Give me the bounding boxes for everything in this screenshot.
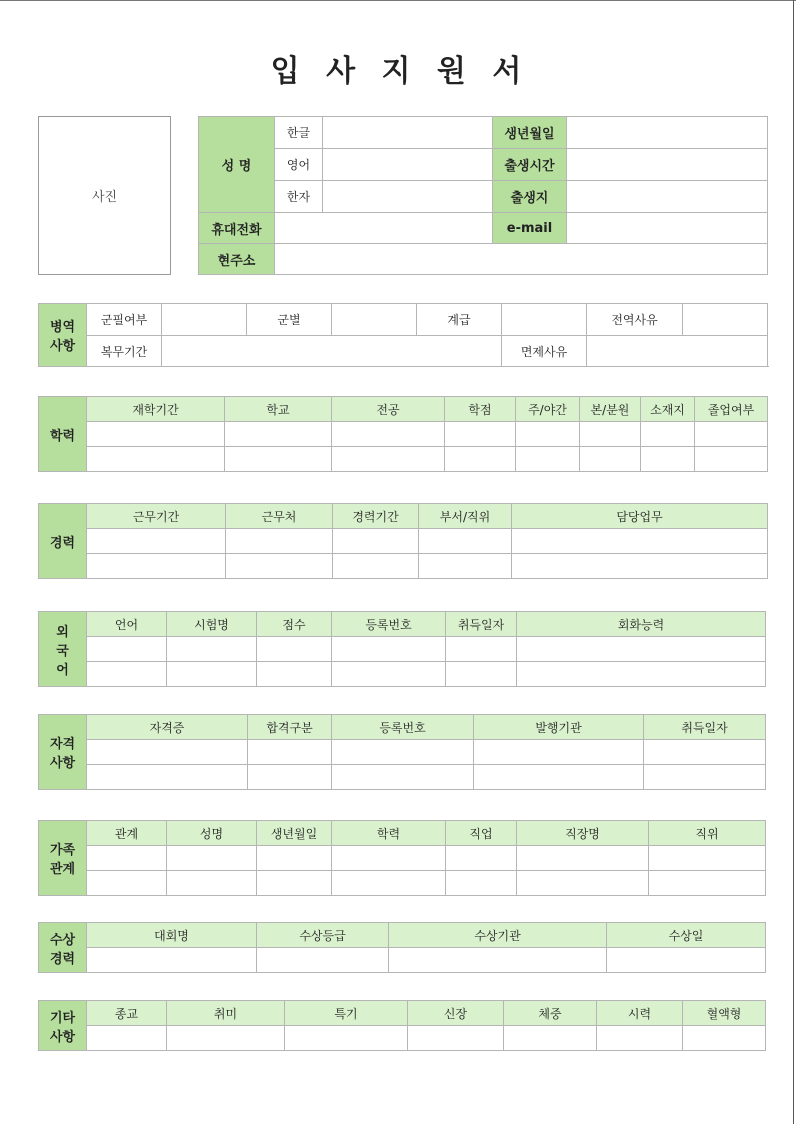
input-cell[interactable] — [257, 948, 389, 973]
military-label-line1: 병역 — [49, 320, 76, 335]
table-row — [39, 871, 766, 896]
input-cell[interactable] — [167, 662, 257, 687]
phone-field[interactable] — [275, 213, 493, 244]
photo-box — [38, 116, 171, 275]
input-cell[interactable] — [257, 637, 332, 662]
family-label — [39, 821, 87, 896]
etc-header-cell: 종교 — [87, 1001, 167, 1026]
input-cell[interactable] — [332, 662, 446, 687]
input-cell[interactable] — [516, 422, 580, 447]
career-label: 경력 — [39, 504, 87, 579]
family-header-cell: 학력 — [332, 821, 446, 846]
education-header-cell: 졸업여부 — [695, 397, 768, 422]
input-cell[interactable] — [167, 637, 257, 662]
birthplace-label: 출생지 — [493, 181, 567, 213]
military-label-line2: 사항 — [49, 339, 76, 354]
language-label-line1: 외 — [56, 624, 69, 640]
etc-header-cell: 혈액형 — [683, 1001, 766, 1026]
page-right-edge — [793, 0, 794, 1124]
input-cell[interactable] — [332, 422, 445, 447]
etc-header-cell: 시력 — [597, 1001, 683, 1026]
family-label-line1: 가족 — [49, 843, 76, 858]
input-cell[interactable] — [649, 871, 766, 896]
military-period-field[interactable] — [162, 336, 502, 367]
language-header-cell: 언어 — [87, 612, 167, 637]
language-header-cell: 취득일자 — [446, 612, 517, 637]
email-label: e-mail — [493, 213, 567, 244]
education-label: 학력 — [39, 397, 87, 472]
input-cell[interactable] — [248, 740, 332, 765]
input-cell[interactable] — [517, 846, 649, 871]
english-name-label: 영어 — [275, 149, 323, 181]
table-row — [39, 1026, 766, 1051]
input-cell[interactable] — [332, 447, 445, 472]
input-cell[interactable] — [285, 1026, 408, 1051]
table-row — [39, 554, 768, 579]
etc-header-cell: 특기 — [285, 1001, 408, 1026]
input-cell[interactable] — [87, 447, 225, 472]
career-header-cell: 부서/직위 — [419, 504, 512, 529]
input-cell[interactable] — [332, 637, 446, 662]
military-discharge-label: 전역사유 — [587, 304, 683, 336]
awards-label-line1: 수상 — [49, 932, 76, 948]
career-header-cell: 근무기간 — [87, 504, 226, 529]
table-row — [39, 529, 768, 554]
military-rank-label: 계급 — [417, 304, 502, 336]
military-branch-label: 군별 — [247, 304, 332, 336]
license-table — [38, 714, 766, 790]
education-header-cell: 주/야간 — [516, 397, 580, 422]
family-header-cell: 생년월일 — [257, 821, 332, 846]
table-row — [39, 662, 766, 687]
input-cell[interactable] — [257, 662, 332, 687]
table-row — [39, 846, 766, 871]
input-cell[interactable] — [474, 740, 644, 765]
etc-table — [38, 1000, 766, 1051]
military-table — [38, 303, 768, 367]
name-label: 성 명 — [199, 117, 275, 213]
input-cell[interactable] — [257, 846, 332, 871]
etc-label-line1: 기타 — [49, 1010, 76, 1026]
english-name-field[interactable] — [323, 149, 493, 181]
military-rank-field[interactable] — [502, 304, 587, 336]
family-label-line2: 관계 — [49, 862, 76, 877]
input-cell[interactable] — [695, 447, 768, 472]
input-cell[interactable] — [87, 846, 167, 871]
input-cell[interactable] — [333, 554, 419, 579]
input-cell[interactable] — [445, 447, 516, 472]
etc-header-cell: 체중 — [504, 1001, 597, 1026]
input-cell[interactable] — [474, 765, 644, 790]
birthtime-field[interactable] — [567, 149, 768, 181]
education-header-cell: 소재지 — [641, 397, 695, 422]
input-cell[interactable] — [87, 637, 167, 662]
input-cell[interactable] — [446, 662, 517, 687]
input-cell[interactable] — [641, 447, 695, 472]
table-row — [39, 948, 766, 973]
personal-info-table — [198, 116, 768, 275]
input-cell[interactable] — [446, 846, 517, 871]
input-cell[interactable] — [419, 529, 512, 554]
input-cell[interactable] — [446, 637, 517, 662]
input-cell[interactable] — [87, 554, 226, 579]
education-header-cell: 전공 — [332, 397, 445, 422]
etc-header-cell: 신장 — [408, 1001, 504, 1026]
birthdate-label: 생년월일 — [493, 117, 567, 149]
input-cell[interactable] — [649, 846, 766, 871]
career-header-cell: 근무처 — [226, 504, 333, 529]
table-row — [39, 637, 766, 662]
input-cell[interactable] — [87, 529, 226, 554]
language-header-cell: 회화능력 — [517, 612, 766, 637]
page-top-edge — [0, 0, 796, 1]
etc-label-line2: 사항 — [49, 1029, 76, 1045]
input-cell[interactable] — [644, 740, 766, 765]
input-cell[interactable] — [517, 637, 766, 662]
input-cell[interactable] — [580, 447, 641, 472]
address-label: 현주소 — [199, 244, 275, 275]
hanja-name-label: 한자 — [275, 181, 323, 213]
language-header-cell: 점수 — [257, 612, 332, 637]
input-cell[interactable] — [683, 1026, 766, 1051]
input-cell[interactable] — [641, 422, 695, 447]
input-cell[interactable] — [226, 554, 333, 579]
document-title: 입 사 지 원 서 — [270, 54, 526, 89]
family-header-cell: 직장명 — [517, 821, 649, 846]
family-header-cell: 성명 — [167, 821, 257, 846]
etc-header-cell: 취미 — [167, 1001, 285, 1026]
input-cell[interactable] — [87, 740, 248, 765]
license-header-cell: 합격구분 — [248, 715, 332, 740]
phone-label: 휴대전화 — [199, 213, 275, 244]
family-header-cell: 직업 — [446, 821, 517, 846]
input-cell[interactable] — [167, 871, 257, 896]
korean-name-field[interactable] — [323, 117, 493, 149]
language-header-cell: 시험명 — [167, 612, 257, 637]
license-header-cell: 발행기관 — [474, 715, 644, 740]
email-field[interactable] — [567, 213, 768, 244]
awards-header-cell: 대회명 — [87, 923, 257, 948]
military-discharge-field[interactable] — [683, 304, 768, 336]
input-cell[interactable] — [87, 422, 225, 447]
input-cell[interactable] — [445, 422, 516, 447]
language-label-line2: 국 — [56, 643, 69, 659]
input-cell[interactable] — [87, 1026, 167, 1051]
input-cell[interactable] — [446, 871, 517, 896]
input-cell[interactable] — [332, 740, 474, 765]
input-cell[interactable] — [695, 422, 768, 447]
input-cell[interactable] — [516, 447, 580, 472]
education-table — [38, 396, 768, 472]
input-cell[interactable] — [225, 447, 332, 472]
military-service-label: 군필여부 — [87, 304, 162, 336]
input-cell[interactable] — [389, 948, 607, 973]
input-cell[interactable] — [512, 554, 768, 579]
family-header-cell: 직위 — [649, 821, 766, 846]
input-cell[interactable] — [517, 871, 649, 896]
awards-table — [38, 922, 766, 973]
input-cell[interactable] — [87, 662, 167, 687]
career-header-cell: 경력기간 — [333, 504, 419, 529]
education-header-cell: 학교 — [225, 397, 332, 422]
career-table — [38, 503, 768, 579]
table-row — [39, 765, 766, 790]
language-label — [39, 612, 87, 687]
license-header-cell: 취득일자 — [644, 715, 766, 740]
language-header-cell: 등록번호 — [332, 612, 446, 637]
input-cell[interactable] — [332, 846, 446, 871]
military-exempt-label: 면제사유 — [502, 336, 587, 367]
military-branch-field[interactable] — [332, 304, 417, 336]
input-cell[interactable] — [408, 1026, 504, 1051]
table-row — [39, 447, 768, 472]
input-cell[interactable] — [87, 948, 257, 973]
family-table — [38, 820, 766, 896]
table-row — [39, 740, 766, 765]
military-service-field[interactable] — [162, 304, 247, 336]
language-table — [38, 611, 766, 687]
input-cell[interactable] — [257, 871, 332, 896]
birthtime-label: 출생시간 — [493, 149, 567, 181]
career-header-cell: 담당업무 — [512, 504, 768, 529]
input-cell[interactable] — [87, 871, 167, 896]
korean-name-label: 한글 — [275, 117, 323, 149]
birthplace-field[interactable] — [567, 181, 768, 213]
input-cell[interactable] — [644, 765, 766, 790]
education-header-cell: 본/분원 — [580, 397, 641, 422]
awards-label-line2: 경력 — [49, 951, 76, 967]
family-header-cell: 관계 — [87, 821, 167, 846]
input-cell[interactable] — [607, 948, 766, 973]
input-cell[interactable] — [167, 1026, 285, 1051]
language-label-line3: 어 — [56, 662, 69, 678]
etc-label — [39, 1001, 87, 1051]
input-cell[interactable] — [597, 1026, 683, 1051]
license-label — [39, 715, 87, 790]
hanja-name-field[interactable] — [323, 181, 493, 213]
input-cell[interactable] — [517, 662, 766, 687]
input-cell[interactable] — [580, 422, 641, 447]
table-row — [39, 422, 768, 447]
military-label — [39, 304, 87, 367]
license-header-cell: 등록번호 — [332, 715, 474, 740]
input-cell[interactable] — [333, 529, 419, 554]
input-cell[interactable] — [512, 529, 768, 554]
input-cell[interactable] — [332, 871, 446, 896]
awards-label — [39, 923, 87, 973]
input-cell[interactable] — [167, 846, 257, 871]
photo-placeholder[interactable]: 사진 — [39, 117, 171, 275]
license-label-line2: 사항 — [49, 756, 76, 771]
awards-header-cell: 수상등급 — [257, 923, 389, 948]
input-cell[interactable] — [419, 554, 512, 579]
license-label-line1: 자격 — [49, 737, 76, 752]
input-cell[interactable] — [332, 765, 474, 790]
input-cell[interactable] — [248, 765, 332, 790]
input-cell[interactable] — [225, 422, 332, 447]
license-header-cell: 자격증 — [87, 715, 248, 740]
education-header-cell: 재학기간 — [87, 397, 225, 422]
awards-header-cell: 수상일 — [607, 923, 766, 948]
address-field[interactable] — [275, 244, 768, 275]
awards-header-cell: 수상기관 — [389, 923, 607, 948]
input-cell[interactable] — [226, 529, 333, 554]
military-exempt-field[interactable] — [587, 336, 768, 367]
military-period-label: 복무기간 — [87, 336, 162, 367]
input-cell[interactable] — [504, 1026, 597, 1051]
education-header-cell: 학점 — [445, 397, 516, 422]
birthdate-field[interactable] — [567, 117, 768, 149]
input-cell[interactable] — [87, 765, 248, 790]
